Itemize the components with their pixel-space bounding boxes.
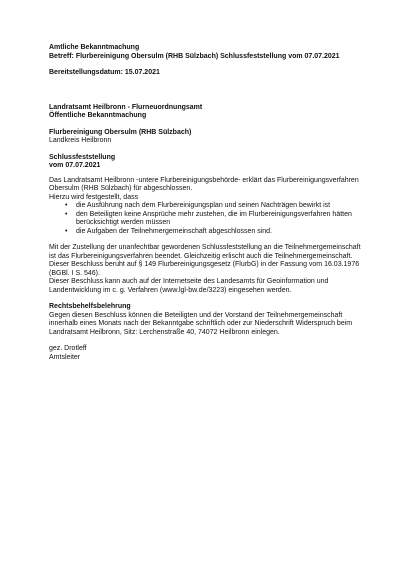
document-body [49,44,361,362]
decision-date: vom 07.07.2021 [49,162,101,169]
list-item: • den Beteiligten keine Ansprüche mehr zustehen, die im Flurbereinigungsverfahren hätten berücksichtigt werden müssen [76,211,361,228]
decision-title: Schlussfeststellung [49,153,116,161]
legal-remedy-title: Rechtsbehelfsbelehrung [49,303,131,310]
district-name: Landkreis Heilbronn [49,137,112,144]
paragraph-legal-basis: Dieser Beschluss beruht auf § 149 Flurbereinigungsgesetz (FlurbG) in der Fassung vom 16.03.1976 (BGBl. I S. 546). [49,261,360,277]
announcement-subtitle: Öffentliche Bekanntmachung [49,112,147,119]
legal-remedy-text: Gegen diesen Beschluss können die Beteiligten und der Vorstand der Teilnehmergemeinschaft innerhalb eines Monats nach der Bekanntgabe schriftlich oder zur Niederschrift Widerspruch beim Landratsamt Heilbronn, Sitz: Lerchenstraße 40, 74072 Heilbronn einlegen. [49,311,353,336]
findings-list [49,202,361,236]
paragraph-termination: Mit der Zustellung der unanfechtbar gewordenen Schlussfeststellung an die Teilnehmergemeinschaft ist das Flurbereinigungsverfahren beendet. Gleichzeitig erlischt auch die Teilnehmergemeinschaft. [49,244,361,260]
notice-subject: Betreff: Flurbereinigung Obersulm (RHB Sülzbach) Schlussfeststellung vom 07.07.2021 [49,52,340,60]
procedure-name: Flurbereinigung Obersulm (RHB Sülzbach) [49,128,192,136]
list-item: • die Ausführung nach dem Flurbereinigungsplan und seinen Nachträgen bewirkt ist [76,202,361,211]
notice-label: Amtliche Bekanntmachung [49,44,140,51]
paragraph-online-access: Dieser Beschluss kann auch auf der Internetseite des Landesamts für Geoinformation und Landentwicklung im c. g. Verfahren (www.lgl-bw.de/3223) eingesehen werden. [49,278,329,294]
signature-role: Amtsleiter [49,353,81,361]
list-item: • die Aufgaben der Teilnehmergemeinschaft abgeschlossen sind. [76,228,361,237]
signature-name: gez. Drotleff [49,345,87,352]
provision-date: Bereitstellungsdatum: 15.07.2021 [49,69,160,76]
decision-intro: Das Landratsamt Heilbronn -untere Flurbereinigungsbehörde- erklärt das Flurbereinigungsverfahren Obersulm (RHB Sülzbach) für abgeschlossen. [49,176,359,192]
authority-name: Landratsamt Heilbronn - Flurneuordnungsamt [49,103,203,111]
decision-intro-2: Hierzu wird festgestellt, dass [49,193,139,201]
